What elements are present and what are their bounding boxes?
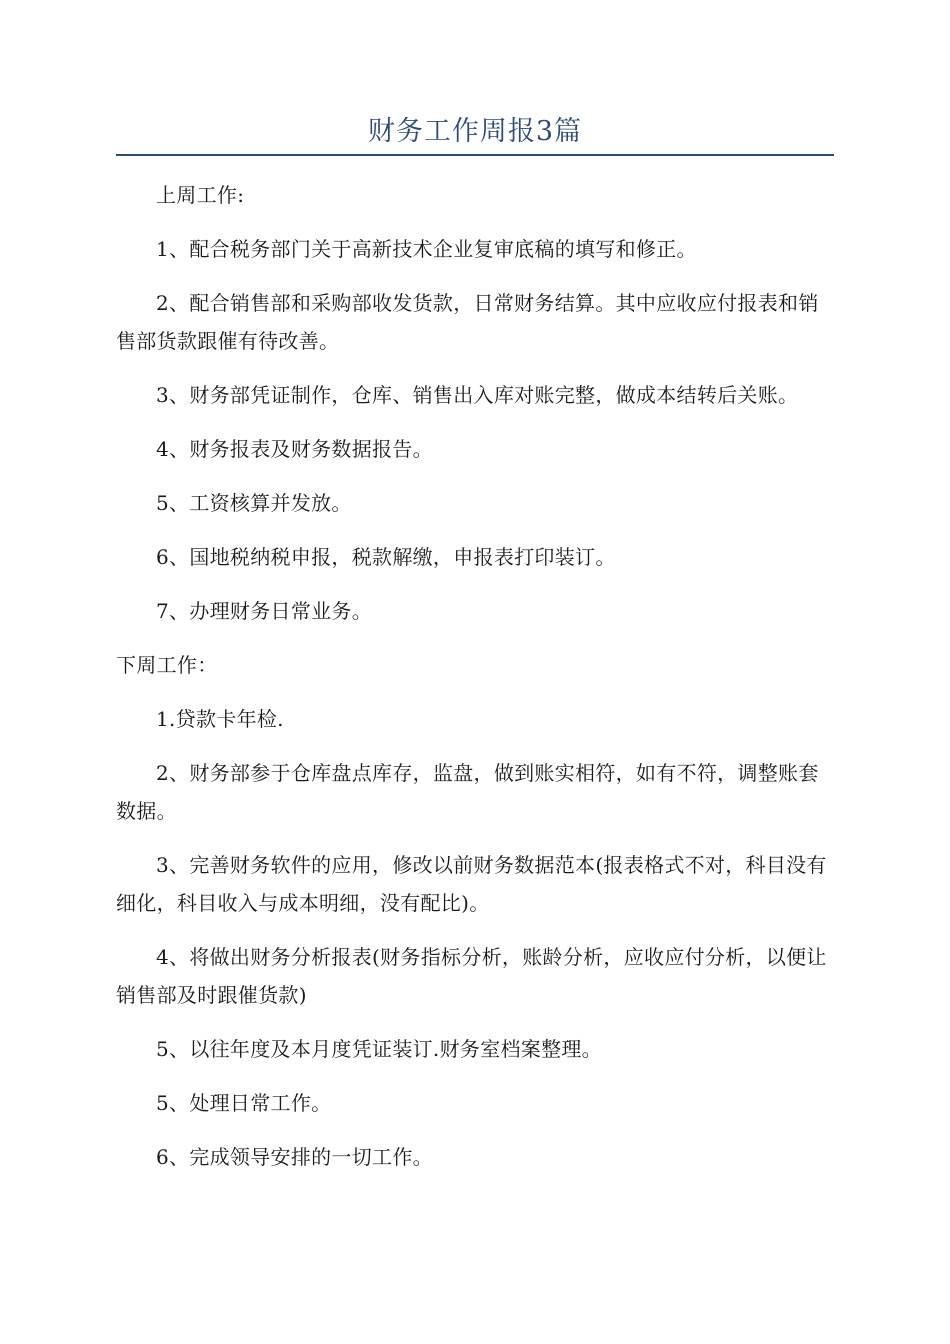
paragraph: 4、将做出财务分析报表(财务指标分析，账龄分析，应收应付分析，以便让销售部及时跟催货款) bbox=[116, 945, 827, 1007]
paragraph: 5、以往年度及本月度凭证装订.财务室档案整理。 bbox=[156, 1037, 602, 1061]
paragraph: 5、工资核算并发放。 bbox=[156, 491, 352, 515]
paragraph: 1.贷款卡年检. bbox=[156, 707, 284, 731]
paragraph: 7、办理财务日常业务。 bbox=[156, 599, 373, 623]
paragraph: 1、配合税务部门关于高新技术企业复审底稿的填写和修正。 bbox=[156, 237, 697, 261]
paragraph: 6、国地税纳税申报，税款解缴，申报表打印装订。 bbox=[156, 545, 616, 569]
paragraph: 2、财务部参于仓库盘点库存，监盘，做到账实相符，如有不符，调整账套数据。 bbox=[116, 761, 819, 823]
document-body bbox=[116, 176, 828, 1192]
paragraph: 5、处理日常工作。 bbox=[156, 1091, 332, 1115]
paragraph: 2、配合销售部和采购部收发货款，日常财务结算。其中应收应付报表和销售部货款跟催有待改善。 bbox=[116, 291, 819, 353]
paragraph: 4、财务报表及财务数据报告。 bbox=[156, 437, 433, 461]
paragraph: 上周工作: bbox=[156, 183, 245, 207]
document-title: 财务工作周报3篇 bbox=[367, 116, 583, 147]
paragraph: 3、财务部凭证制作，仓库、销售出入库对账完整，做成本结转后关账。 bbox=[156, 383, 799, 407]
title-underline bbox=[116, 154, 834, 156]
paragraph: 3、完善财务软件的应用，修改以前财务数据范本(报表格式不对，科目没有细化，科目收入与成本明细，没有配比)。 bbox=[116, 853, 827, 915]
paragraph: 6、完成领导安排的一切工作。 bbox=[156, 1145, 433, 1169]
section-heading: 下周工作： bbox=[116, 653, 218, 677]
